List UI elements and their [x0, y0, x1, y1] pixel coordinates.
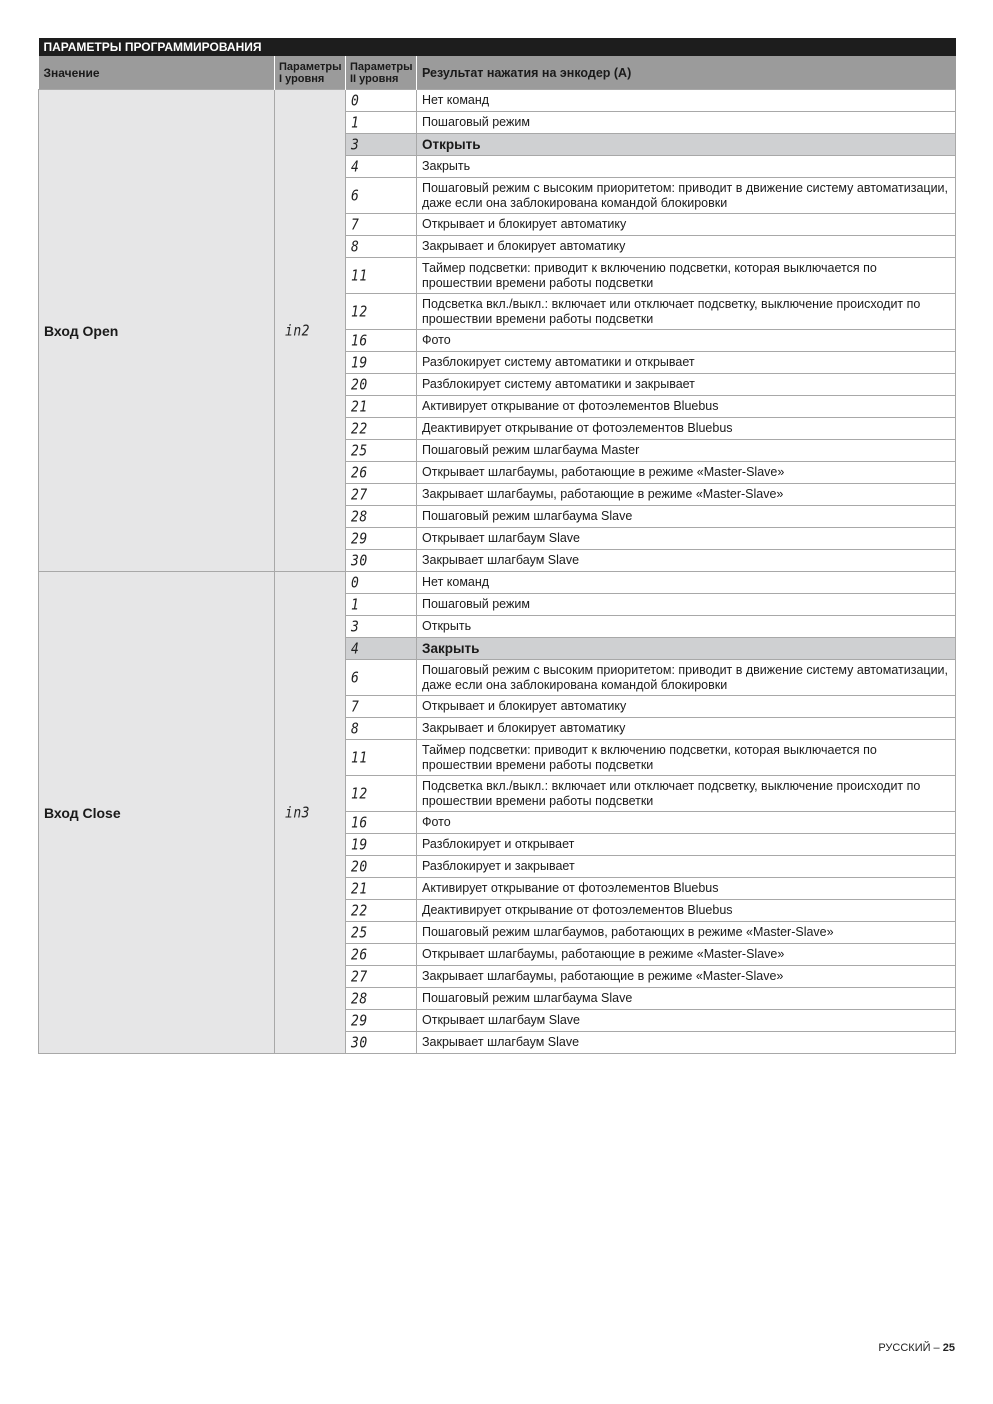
table-title: ПАРАМЕТРЫ ПРОГРАММИРОВАНИЯ	[39, 38, 956, 56]
param-value-cell	[346, 134, 417, 156]
param-value-cell	[346, 834, 417, 856]
param-result: Открывает шлагбаум Slave	[417, 1010, 956, 1032]
param-value: 12	[351, 785, 368, 803]
param-result: Закрыть	[417, 156, 956, 178]
param-result: Пошаговый режим шлагбаума Slave	[417, 988, 956, 1010]
param-result: Закрывает шлагбаумы, работающие в режиме «Master-Slave»	[417, 966, 956, 988]
param-result: Разблокирует и закрывает	[417, 856, 956, 878]
param-value-cell	[346, 330, 417, 352]
param-value-cell	[346, 214, 417, 236]
group-code: in2	[285, 322, 310, 340]
param-value: 11	[351, 267, 368, 285]
param-result: Открывает и блокирует автоматику	[417, 214, 956, 236]
param-value: 22	[351, 902, 368, 920]
param-value-cell	[346, 900, 417, 922]
param-result: Разблокирует систему автоматики и закрывает	[417, 374, 956, 396]
param-result: Пошаговый режим с высоким приоритетом: приводит в движение систему автоматизации, даже если она заблокирована командой блокировки	[417, 178, 956, 214]
param-result: Открыть	[417, 616, 956, 638]
param-value-cell	[346, 484, 417, 506]
param-value-cell	[346, 236, 417, 258]
param-value: 27	[351, 968, 368, 986]
param-value-cell	[346, 660, 417, 696]
param-value: 30	[351, 552, 368, 570]
param-value-cell	[346, 294, 417, 330]
header-level2-line2: II уровня	[350, 72, 399, 85]
param-result: Подсветка вкл./выкл.: включает или отключает подсветку, выключение происходит по прошествии времени работы подсветки	[417, 776, 956, 812]
page-number: 25	[942, 1342, 955, 1354]
param-value: 28	[351, 508, 368, 526]
param-value: 25	[351, 924, 368, 942]
param-result: Закрыть	[417, 638, 956, 660]
param-value: 30	[351, 1034, 368, 1052]
param-value-cell	[346, 90, 417, 112]
table-row	[39, 572, 956, 594]
param-result: Таймер подсветки: приводит к включению подсветки, которая выключается по прошествии времени работы подсветки	[417, 258, 956, 294]
group-code-cell	[275, 90, 346, 572]
param-value-cell	[346, 258, 417, 294]
param-result: Открывает шлагбаум Slave	[417, 528, 956, 550]
param-value-cell	[346, 418, 417, 440]
param-value: 0	[351, 92, 360, 110]
param-value: 19	[351, 354, 368, 372]
param-value-cell	[346, 966, 417, 988]
param-value: 3	[351, 136, 360, 154]
param-value: 11	[351, 749, 368, 767]
param-value: 26	[351, 464, 368, 482]
param-value: 29	[351, 1012, 368, 1030]
param-value: 22	[351, 420, 368, 438]
param-value-cell	[346, 944, 417, 966]
param-value: 12	[351, 303, 368, 321]
param-value-cell	[346, 812, 417, 834]
param-value-cell	[346, 572, 417, 594]
param-result: Закрывает и блокирует автоматику	[417, 236, 956, 258]
param-value: 29	[351, 530, 368, 548]
table-title-row	[39, 38, 956, 56]
param-result: Закрывает шлагбаум Slave	[417, 1032, 956, 1054]
table-header-row	[39, 56, 956, 90]
param-result: Деактивирует открывание от фотоэлементов Bluebus	[417, 418, 956, 440]
param-value: 4	[351, 158, 360, 176]
param-value-cell	[346, 922, 417, 944]
header-result: Результат нажатия на энкодер (А)	[417, 56, 956, 90]
group-code-cell	[275, 572, 346, 1054]
param-value: 27	[351, 486, 368, 504]
param-value-cell	[346, 718, 417, 740]
param-value-cell	[346, 178, 417, 214]
header-level1-line2: I уровня	[279, 72, 325, 85]
param-value: 21	[351, 398, 368, 416]
param-value: 1	[351, 114, 360, 132]
param-result: Пошаговый режим	[417, 112, 956, 134]
group-name: Вход Open	[39, 90, 275, 572]
programming-parameters-table	[38, 38, 956, 1054]
group-name: Вход Close	[39, 572, 275, 1054]
param-value-cell	[346, 156, 417, 178]
param-value: 21	[351, 880, 368, 898]
param-result: Разблокирует и открывает	[417, 834, 956, 856]
param-value: 0	[351, 574, 360, 592]
param-value-cell	[346, 740, 417, 776]
param-value: 3	[351, 618, 360, 636]
param-value: 7	[351, 698, 360, 716]
param-value: 16	[351, 814, 368, 832]
param-value-cell	[346, 776, 417, 812]
param-value-cell	[346, 988, 417, 1010]
param-result: Закрывает шлагбаум Slave	[417, 550, 956, 572]
param-value: 20	[351, 376, 368, 394]
group-code: in3	[285, 804, 310, 822]
param-value-cell	[346, 696, 417, 718]
header-level2	[346, 56, 417, 90]
param-value-cell	[346, 440, 417, 462]
param-value-cell	[346, 462, 417, 484]
param-result: Нет команд	[417, 572, 956, 594]
param-value-cell	[346, 594, 417, 616]
param-value: 8	[351, 238, 360, 256]
param-result: Пошаговый режим шлагбаума Slave	[417, 506, 956, 528]
param-value: 25	[351, 442, 368, 460]
param-value: 1	[351, 596, 360, 614]
param-result: Пошаговый режим шлагбаума Master	[417, 440, 956, 462]
param-value: 28	[351, 990, 368, 1008]
param-value-cell	[346, 616, 417, 638]
param-result: Разблокирует систему автоматики и открывает	[417, 352, 956, 374]
param-value: 26	[351, 946, 368, 964]
header-level1-line1: Параметры	[279, 60, 342, 73]
param-value: 6	[351, 187, 360, 205]
param-value-cell	[346, 550, 417, 572]
param-result: Пошаговый режим с высоким приоритетом: приводит в движение систему автоматизации, даже если она заблокирована командой блокировки	[417, 660, 956, 696]
param-value: 19	[351, 836, 368, 854]
param-value-cell	[346, 112, 417, 134]
param-result: Открывает шлагбаумы, работающие в режиме «Master-Slave»	[417, 462, 956, 484]
param-value: 7	[351, 216, 360, 234]
param-value-cell	[346, 396, 417, 418]
param-result: Пошаговый режим	[417, 594, 956, 616]
param-value-cell	[346, 638, 417, 660]
footer-language: РУССКИЙ –	[878, 1342, 940, 1354]
table-body	[39, 90, 956, 1054]
param-value: 6	[351, 669, 360, 687]
page-footer	[878, 1342, 955, 1354]
param-result: Нет команд	[417, 90, 956, 112]
param-value-cell	[346, 878, 417, 900]
param-result: Фото	[417, 812, 956, 834]
param-result: Закрывает шлагбаумы, работающие в режиме «Master-Slave»	[417, 484, 956, 506]
param-value: 20	[351, 858, 368, 876]
header-level2-line1: Параметры	[350, 60, 413, 73]
param-result: Открыть	[417, 134, 956, 156]
param-result: Деактивирует открывание от фотоэлементов Bluebus	[417, 900, 956, 922]
param-result: Открывает и блокирует автоматику	[417, 696, 956, 718]
param-result: Активирует открывание от фотоэлементов Bluebus	[417, 396, 956, 418]
param-value-cell	[346, 374, 417, 396]
param-value: 4	[351, 640, 360, 658]
header-name: Значение	[39, 56, 275, 90]
param-value: 8	[351, 720, 360, 738]
param-result: Активирует открывание от фотоэлементов Bluebus	[417, 878, 956, 900]
param-result: Подсветка вкл./выкл.: включает или отключает подсветку, выключение происходит по прошествии времени работы подсветки	[417, 294, 956, 330]
table-row	[39, 90, 956, 112]
param-value-cell	[346, 352, 417, 374]
param-value-cell	[346, 528, 417, 550]
param-value-cell	[346, 856, 417, 878]
param-value: 16	[351, 332, 368, 350]
param-result: Закрывает и блокирует автоматику	[417, 718, 956, 740]
header-level1	[275, 56, 346, 90]
param-result: Пошаговый режим шлагбаумов, работающих в режиме «Master-Slave»	[417, 922, 956, 944]
param-value-cell	[346, 1032, 417, 1054]
param-value-cell	[346, 506, 417, 528]
param-result: Фото	[417, 330, 956, 352]
param-value-cell	[346, 1010, 417, 1032]
param-result: Открывает шлагбаумы, работающие в режиме «Master-Slave»	[417, 944, 956, 966]
param-result: Таймер подсветки: приводит к включению подсветки, которая выключается по прошествии времени работы подсветки	[417, 740, 956, 776]
